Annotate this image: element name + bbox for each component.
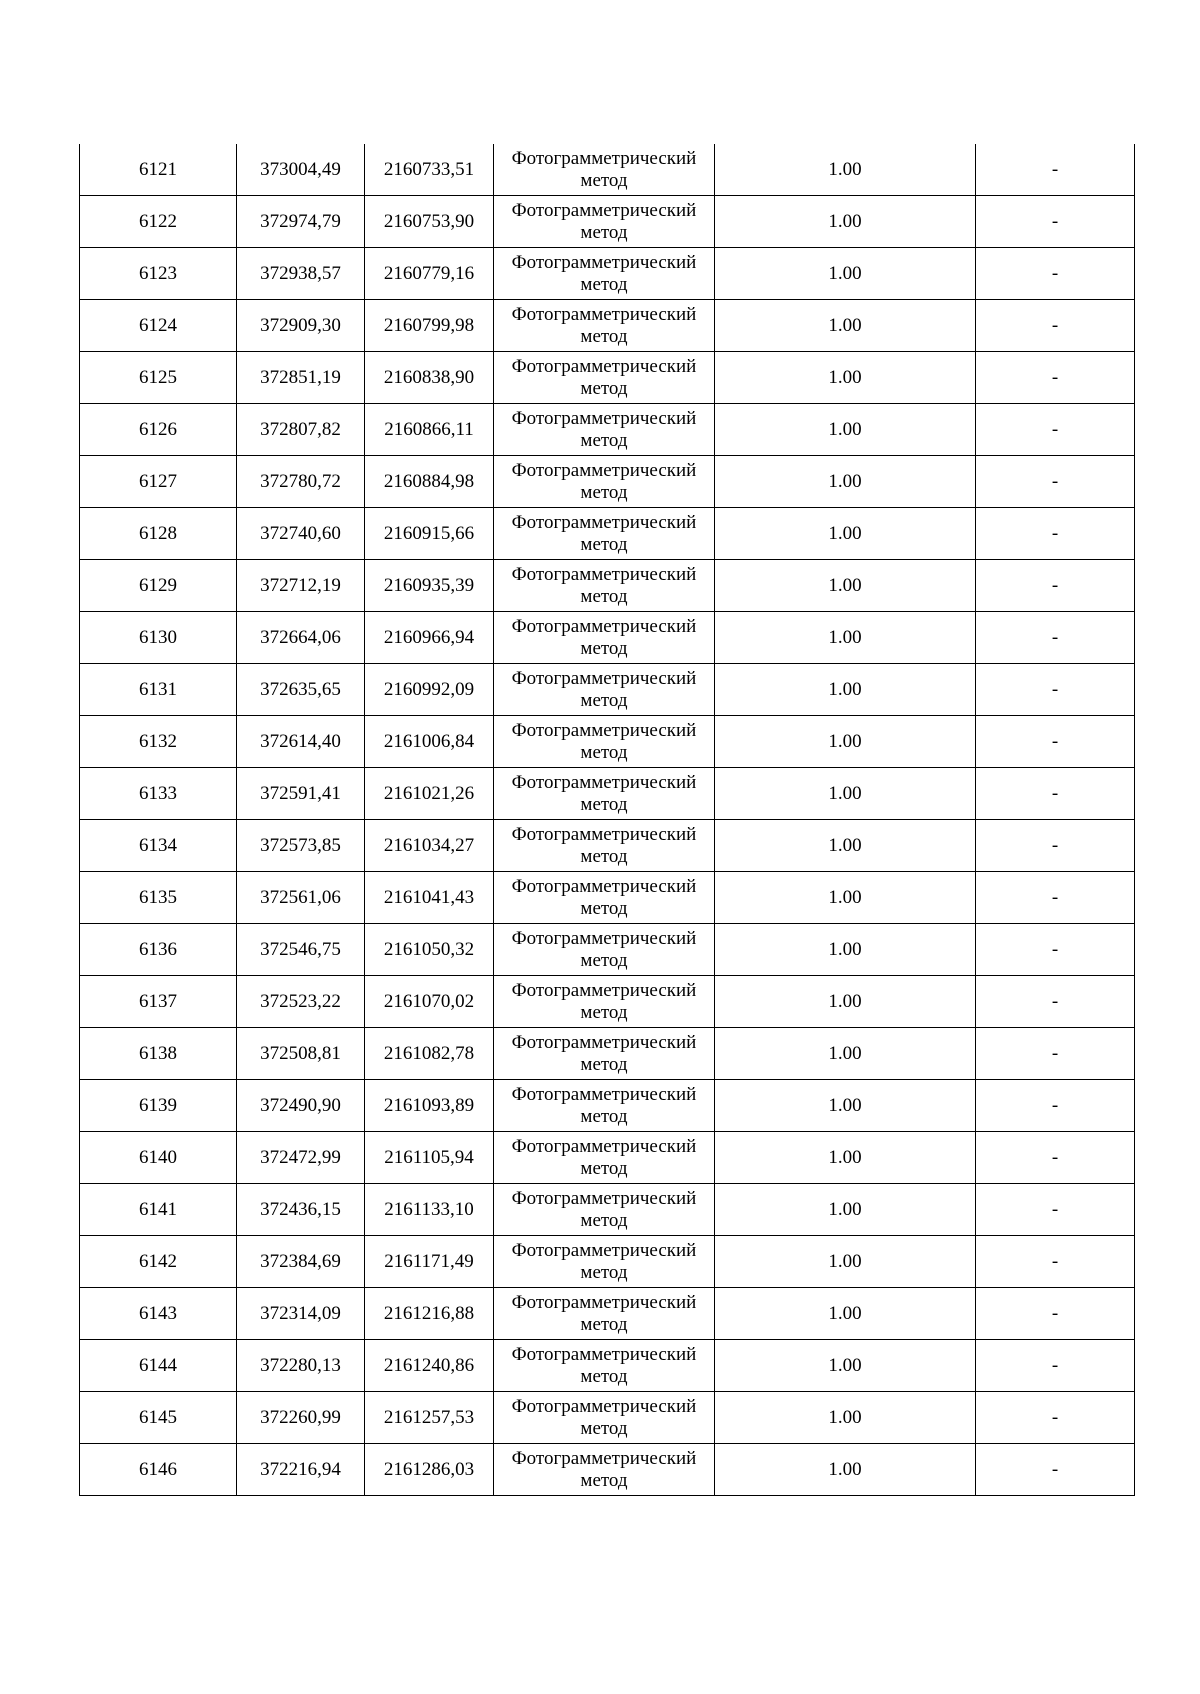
x-coordinate-cell: 372384,69	[237, 1236, 365, 1288]
x-coordinate-cell: 372591,41	[237, 768, 365, 820]
y-coordinate-cell: 2160915,66	[365, 508, 494, 560]
method-text-line1: Фотограмметрический	[511, 1447, 697, 1469]
description-cell: -	[976, 404, 1135, 456]
table-body	[80, 144, 1135, 1496]
table-row	[80, 1340, 1135, 1392]
method-cell	[494, 976, 715, 1028]
method-text-line1: Фотограмметрический	[511, 1343, 697, 1365]
precision-cell: 1.00	[715, 1184, 976, 1236]
y-coordinate-cell: 2161006,84	[365, 716, 494, 768]
method-text-line1: Фотограмметрический	[511, 615, 697, 637]
method-cell	[494, 508, 715, 560]
table-row	[80, 248, 1135, 300]
method-text-line2: метод	[580, 741, 628, 763]
coordinates-table	[79, 144, 1135, 1496]
y-coordinate-cell: 2161216,88	[365, 1288, 494, 1340]
description-cell: -	[976, 508, 1135, 560]
description-cell: -	[976, 1028, 1135, 1080]
point-number-cell: 6130	[80, 612, 237, 664]
table-row	[80, 352, 1135, 404]
method-text-line1: Фотограмметрический	[511, 511, 697, 533]
precision-cell: 1.00	[715, 352, 976, 404]
method-cell	[494, 1080, 715, 1132]
description-cell: -	[976, 1392, 1135, 1444]
method-text-line2: метод	[580, 949, 628, 971]
method-text-line2: метод	[580, 637, 628, 659]
method-text-line2: метод	[580, 1261, 628, 1283]
point-number-cell: 6136	[80, 924, 237, 976]
table-row	[80, 820, 1135, 872]
method-text-line2: метод	[580, 377, 628, 399]
x-coordinate-cell: 372260,99	[237, 1392, 365, 1444]
precision-cell: 1.00	[715, 508, 976, 560]
table-row	[80, 1132, 1135, 1184]
y-coordinate-cell: 2161171,49	[365, 1236, 494, 1288]
table-row	[80, 196, 1135, 248]
method-cell	[494, 352, 715, 404]
y-coordinate-cell: 2161034,27	[365, 820, 494, 872]
method-cell	[494, 872, 715, 924]
y-coordinate-cell: 2161050,32	[365, 924, 494, 976]
description-cell: -	[976, 768, 1135, 820]
method-text-line2: метод	[580, 585, 628, 607]
method-text-line2: метод	[580, 273, 628, 295]
point-number-cell: 6140	[80, 1132, 237, 1184]
precision-cell: 1.00	[715, 404, 976, 456]
method-text-line2: метод	[580, 533, 628, 555]
precision-cell: 1.00	[715, 1028, 976, 1080]
table-row	[80, 1080, 1135, 1132]
description-cell: -	[976, 1288, 1135, 1340]
description-cell: -	[976, 1236, 1135, 1288]
point-number-cell: 6132	[80, 716, 237, 768]
x-coordinate-cell: 372909,30	[237, 300, 365, 352]
point-number-cell: 6131	[80, 664, 237, 716]
description-cell: -	[976, 300, 1135, 352]
y-coordinate-cell: 2161082,78	[365, 1028, 494, 1080]
y-coordinate-cell: 2161286,03	[365, 1444, 494, 1496]
description-cell: -	[976, 976, 1135, 1028]
table-row	[80, 1184, 1135, 1236]
y-coordinate-cell: 2160884,98	[365, 456, 494, 508]
method-text-line1: Фотограмметрический	[511, 407, 697, 429]
x-coordinate-cell: 372938,57	[237, 248, 365, 300]
y-coordinate-cell: 2160779,16	[365, 248, 494, 300]
point-number-cell: 6145	[80, 1392, 237, 1444]
description-cell: -	[976, 664, 1135, 716]
method-text-line1: Фотограмметрический	[511, 1187, 697, 1209]
description-cell: -	[976, 196, 1135, 248]
table-row	[80, 664, 1135, 716]
method-cell	[494, 768, 715, 820]
method-text-line1: Фотограмметрический	[511, 823, 697, 845]
method-text-line1: Фотограмметрический	[511, 771, 697, 793]
x-coordinate-cell: 372664,06	[237, 612, 365, 664]
precision-cell: 1.00	[715, 820, 976, 872]
method-text-line1: Фотограмметрический	[511, 1083, 697, 1105]
precision-cell: 1.00	[715, 664, 976, 716]
table-row	[80, 976, 1135, 1028]
point-number-cell: 6144	[80, 1340, 237, 1392]
table-row	[80, 872, 1135, 924]
method-cell	[494, 1132, 715, 1184]
method-text-line1: Фотограмметрический	[511, 719, 697, 741]
table-row	[80, 716, 1135, 768]
method-text-line2: метод	[580, 221, 628, 243]
precision-cell: 1.00	[715, 196, 976, 248]
x-coordinate-cell: 372780,72	[237, 456, 365, 508]
point-number-cell: 6135	[80, 872, 237, 924]
point-number-cell: 6127	[80, 456, 237, 508]
method-text-line2: метод	[580, 793, 628, 815]
x-coordinate-cell: 372216,94	[237, 1444, 365, 1496]
x-coordinate-cell: 372508,81	[237, 1028, 365, 1080]
method-text-line2: метод	[580, 1053, 628, 1075]
y-coordinate-cell: 2160966,94	[365, 612, 494, 664]
precision-cell: 1.00	[715, 716, 976, 768]
method-cell	[494, 1184, 715, 1236]
table-row	[80, 768, 1135, 820]
x-coordinate-cell: 372314,09	[237, 1288, 365, 1340]
method-text-line1: Фотограмметрический	[511, 563, 697, 585]
table-row	[80, 456, 1135, 508]
point-number-cell: 6139	[80, 1080, 237, 1132]
x-coordinate-cell: 372280,13	[237, 1340, 365, 1392]
method-cell	[494, 144, 715, 196]
method-text-line2: метод	[580, 897, 628, 919]
x-coordinate-cell: 372561,06	[237, 872, 365, 924]
method-text-line2: метод	[580, 1365, 628, 1387]
precision-cell: 1.00	[715, 1080, 976, 1132]
table-row	[80, 1236, 1135, 1288]
method-cell	[494, 1340, 715, 1392]
method-text-line1: Фотограмметрический	[511, 355, 697, 377]
method-text-line1: Фотограмметрический	[511, 303, 697, 325]
method-text-line2: метод	[580, 1313, 628, 1335]
y-coordinate-cell: 2161021,26	[365, 768, 494, 820]
precision-cell: 1.00	[715, 872, 976, 924]
x-coordinate-cell: 372436,15	[237, 1184, 365, 1236]
point-number-cell: 6133	[80, 768, 237, 820]
x-coordinate-cell: 372546,75	[237, 924, 365, 976]
method-text-line2: метод	[580, 689, 628, 711]
y-coordinate-cell: 2160838,90	[365, 352, 494, 404]
table-row	[80, 924, 1135, 976]
precision-cell: 1.00	[715, 144, 976, 196]
point-number-cell: 6137	[80, 976, 237, 1028]
description-cell: -	[976, 924, 1135, 976]
method-text-line2: метод	[580, 1469, 628, 1491]
precision-cell: 1.00	[715, 1392, 976, 1444]
method-cell	[494, 248, 715, 300]
y-coordinate-cell: 2160866,11	[365, 404, 494, 456]
method-text-line2: метод	[580, 1209, 628, 1231]
description-cell: -	[976, 1444, 1135, 1496]
point-number-cell: 6129	[80, 560, 237, 612]
method-cell	[494, 196, 715, 248]
table-row	[80, 560, 1135, 612]
x-coordinate-cell: 372523,22	[237, 976, 365, 1028]
description-cell: -	[976, 612, 1135, 664]
method-text-line1: Фотограмметрический	[511, 459, 697, 481]
method-text-line2: метод	[580, 429, 628, 451]
method-cell	[494, 1444, 715, 1496]
description-cell: -	[976, 248, 1135, 300]
method-text-line1: Фотограмметрический	[511, 979, 697, 1001]
precision-cell: 1.00	[715, 924, 976, 976]
y-coordinate-cell: 2161093,89	[365, 1080, 494, 1132]
method-text-line2: метод	[580, 845, 628, 867]
point-number-cell: 6146	[80, 1444, 237, 1496]
x-coordinate-cell: 372807,82	[237, 404, 365, 456]
precision-cell: 1.00	[715, 1132, 976, 1184]
method-text-line1: Фотограмметрический	[511, 1291, 697, 1313]
method-text-line1: Фотограмметрический	[511, 667, 697, 689]
method-text-line2: метод	[580, 169, 628, 191]
method-cell	[494, 820, 715, 872]
x-coordinate-cell: 372490,90	[237, 1080, 365, 1132]
x-coordinate-cell: 372635,65	[237, 664, 365, 716]
y-coordinate-cell: 2161240,86	[365, 1340, 494, 1392]
point-number-cell: 6128	[80, 508, 237, 560]
point-number-cell: 6126	[80, 404, 237, 456]
y-coordinate-cell: 2160799,98	[365, 300, 494, 352]
method-cell	[494, 1236, 715, 1288]
y-coordinate-cell: 2161105,94	[365, 1132, 494, 1184]
method-text-line1: Фотограмметрический	[511, 199, 697, 221]
point-number-cell: 6142	[80, 1236, 237, 1288]
method-text-line1: Фотограмметрический	[511, 927, 697, 949]
method-text-line1: Фотограмметрический	[511, 875, 697, 897]
method-cell	[494, 560, 715, 612]
y-coordinate-cell: 2160992,09	[365, 664, 494, 716]
precision-cell: 1.00	[715, 248, 976, 300]
point-number-cell: 6125	[80, 352, 237, 404]
description-cell: -	[976, 1184, 1135, 1236]
x-coordinate-cell: 372851,19	[237, 352, 365, 404]
description-cell: -	[976, 820, 1135, 872]
table-row	[80, 404, 1135, 456]
precision-cell: 1.00	[715, 560, 976, 612]
method-cell	[494, 664, 715, 716]
description-cell: -	[976, 1132, 1135, 1184]
y-coordinate-cell: 2160753,90	[365, 196, 494, 248]
description-cell: -	[976, 716, 1135, 768]
x-coordinate-cell: 372740,60	[237, 508, 365, 560]
table-row	[80, 1444, 1135, 1496]
point-number-cell: 6134	[80, 820, 237, 872]
table-row	[80, 1288, 1135, 1340]
method-text-line2: метод	[580, 1157, 628, 1179]
point-number-cell: 6138	[80, 1028, 237, 1080]
precision-cell: 1.00	[715, 976, 976, 1028]
method-cell	[494, 612, 715, 664]
method-text-line2: метод	[580, 1001, 628, 1023]
method-text-line1: Фотограмметрический	[511, 1135, 697, 1157]
method-text-line1: Фотограмметрический	[511, 1031, 697, 1053]
method-cell	[494, 300, 715, 352]
method-cell	[494, 716, 715, 768]
x-coordinate-cell: 373004,49	[237, 144, 365, 196]
x-coordinate-cell: 372614,40	[237, 716, 365, 768]
description-cell: -	[976, 456, 1135, 508]
precision-cell: 1.00	[715, 612, 976, 664]
method-text-line1: Фотограмметрический	[511, 147, 697, 169]
precision-cell: 1.00	[715, 300, 976, 352]
description-cell: -	[976, 144, 1135, 196]
method-text-line1: Фотограмметрический	[511, 251, 697, 273]
method-text-line1: Фотограмметрический	[511, 1239, 697, 1261]
precision-cell: 1.00	[715, 456, 976, 508]
method-text-line2: метод	[580, 1417, 628, 1439]
method-text-line2: метод	[580, 1105, 628, 1127]
table-row	[80, 508, 1135, 560]
description-cell: -	[976, 872, 1135, 924]
method-text-line2: метод	[580, 481, 628, 503]
point-number-cell: 6124	[80, 300, 237, 352]
precision-cell: 1.00	[715, 1236, 976, 1288]
x-coordinate-cell: 372974,79	[237, 196, 365, 248]
y-coordinate-cell: 2161133,10	[365, 1184, 494, 1236]
method-text-line2: метод	[580, 325, 628, 347]
table-row	[80, 1392, 1135, 1444]
method-cell	[494, 404, 715, 456]
y-coordinate-cell: 2161257,53	[365, 1392, 494, 1444]
y-coordinate-cell: 2160935,39	[365, 560, 494, 612]
point-number-cell: 6123	[80, 248, 237, 300]
x-coordinate-cell: 372472,99	[237, 1132, 365, 1184]
method-cell	[494, 1028, 715, 1080]
point-number-cell: 6122	[80, 196, 237, 248]
y-coordinate-cell: 2161041,43	[365, 872, 494, 924]
y-coordinate-cell: 2160733,51	[365, 144, 494, 196]
point-number-cell: 6143	[80, 1288, 237, 1340]
precision-cell: 1.00	[715, 1340, 976, 1392]
point-number-cell: 6121	[80, 144, 237, 196]
method-cell	[494, 924, 715, 976]
y-coordinate-cell: 2161070,02	[365, 976, 494, 1028]
method-cell	[494, 1288, 715, 1340]
description-cell: -	[976, 1340, 1135, 1392]
table-row	[80, 1028, 1135, 1080]
method-cell	[494, 456, 715, 508]
method-cell	[494, 1392, 715, 1444]
precision-cell: 1.00	[715, 1288, 976, 1340]
method-text-line1: Фотограмметрический	[511, 1395, 697, 1417]
x-coordinate-cell: 372573,85	[237, 820, 365, 872]
x-coordinate-cell: 372712,19	[237, 560, 365, 612]
table-row	[80, 300, 1135, 352]
precision-cell: 1.00	[715, 1444, 976, 1496]
table-row	[80, 144, 1135, 196]
description-cell: -	[976, 352, 1135, 404]
description-cell: -	[976, 560, 1135, 612]
point-number-cell: 6141	[80, 1184, 237, 1236]
table-row	[80, 612, 1135, 664]
precision-cell: 1.00	[715, 768, 976, 820]
description-cell: -	[976, 1080, 1135, 1132]
